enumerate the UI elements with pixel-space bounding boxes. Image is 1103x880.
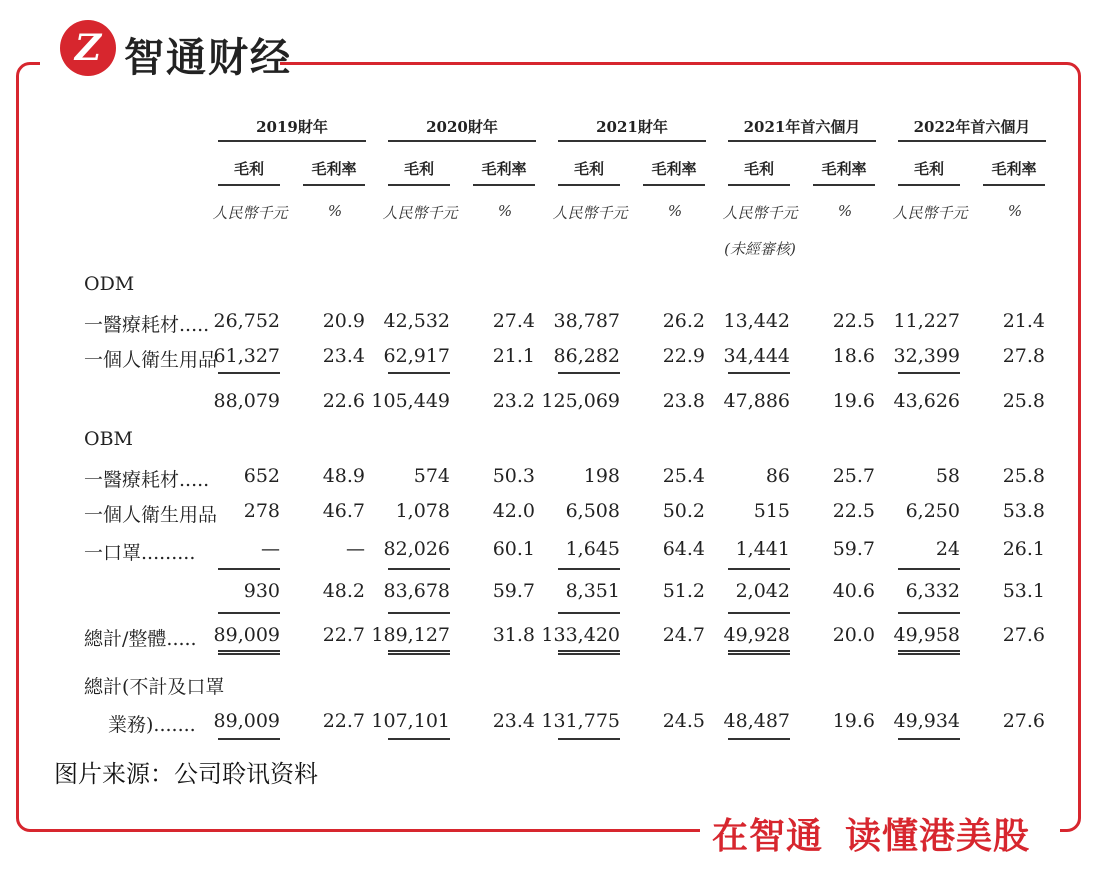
subtotal-rule bbox=[558, 372, 620, 374]
margin-value: 64.4 bbox=[662, 538, 705, 560]
margin-value: 60.1 bbox=[492, 538, 535, 560]
margin-value: 53.1 bbox=[1002, 580, 1045, 602]
subtotal-rule bbox=[728, 568, 790, 570]
gross-profit-value: 83,678 bbox=[383, 580, 450, 602]
gross-profit-value: 6,508 bbox=[565, 500, 620, 522]
gross-profit-value: 515 bbox=[753, 500, 790, 522]
gross-profit-value: 38,787 bbox=[553, 310, 620, 332]
unit-percent: % bbox=[837, 202, 853, 220]
year-header-rule bbox=[898, 140, 1046, 142]
total-double-rule bbox=[728, 650, 790, 658]
margin-value: 53.8 bbox=[1002, 500, 1045, 522]
margin-value: 22.5 bbox=[832, 310, 875, 332]
margin-header-rule bbox=[643, 184, 705, 186]
gross-profit-value: 42,532 bbox=[383, 310, 450, 332]
gross-profit-value: 6,332 bbox=[905, 580, 960, 602]
row-label: 一個人衛生用品 bbox=[84, 349, 218, 371]
image-source-note: 图片来源：公司聆讯资料 bbox=[54, 760, 318, 788]
margin-value: 27.6 bbox=[1002, 624, 1045, 646]
gross-profit-value: 1,078 bbox=[395, 500, 450, 522]
unit-rmb: 人民幣千元 bbox=[892, 204, 968, 222]
year-header: 2019財年 bbox=[256, 118, 328, 136]
margin-value: 22.6 bbox=[322, 390, 365, 412]
subtotal-rule bbox=[898, 372, 960, 374]
margin-value: 25.4 bbox=[662, 465, 705, 487]
row-label: 一口罩......... bbox=[84, 542, 196, 564]
year-header-rule bbox=[558, 140, 706, 142]
gross-profit-header-rule bbox=[388, 184, 450, 186]
margin-value: 48.2 bbox=[322, 580, 365, 602]
margin-value: 22.5 bbox=[832, 500, 875, 522]
row-label: 總計(不計及口罩 bbox=[84, 676, 225, 698]
subtotal-rule bbox=[728, 612, 790, 614]
margin-value: 24.7 bbox=[662, 624, 705, 646]
gross-profit-value: 8,351 bbox=[565, 580, 620, 602]
gross-profit-value: 86 bbox=[765, 465, 790, 487]
gross-profit-value: 24 bbox=[935, 538, 960, 560]
gross-profit-value: 105,449 bbox=[371, 390, 450, 412]
gross-profit-value: 86,282 bbox=[553, 345, 620, 367]
margin-value: 21.4 bbox=[1002, 310, 1045, 332]
total-double-rule bbox=[898, 650, 960, 658]
row-label: 一醫療耗材..... bbox=[84, 469, 210, 491]
brand-name: 智通财经 bbox=[124, 35, 292, 81]
gross-profit-value: 89,009 bbox=[213, 624, 280, 646]
gross-profit-value: 61,327 bbox=[213, 345, 280, 367]
unit-percent: % bbox=[327, 202, 343, 220]
total-double-rule bbox=[218, 650, 280, 658]
total-underline bbox=[728, 738, 790, 740]
total-double-rule bbox=[558, 650, 620, 658]
total-underline bbox=[558, 738, 620, 740]
margin-value: 27.6 bbox=[1002, 710, 1045, 732]
margin-value: 27.8 bbox=[1002, 345, 1045, 367]
gross-profit-value: 62,917 bbox=[383, 345, 450, 367]
margin-value: 18.6 bbox=[832, 345, 875, 367]
margin-value: 25.8 bbox=[1002, 465, 1045, 487]
gross-profit-header-rule bbox=[898, 184, 960, 186]
gross-profit-value: 1,441 bbox=[735, 538, 790, 560]
margin-value: 25.8 bbox=[1002, 390, 1045, 412]
total-underline bbox=[388, 738, 450, 740]
margin-value: 50.2 bbox=[662, 500, 705, 522]
gross-profit-value: 48,487 bbox=[723, 710, 790, 732]
unit-rmb: 人民幣千元 bbox=[382, 204, 458, 222]
gross-profit-value: 89,009 bbox=[213, 710, 280, 732]
subtotal-rule bbox=[218, 612, 280, 614]
margin-value: 51.2 bbox=[662, 580, 705, 602]
margin-value: 27.4 bbox=[492, 310, 535, 332]
margin-value: 19.6 bbox=[832, 390, 875, 412]
margin-value: 19.6 bbox=[832, 710, 875, 732]
gross-profit-header: 毛利 bbox=[233, 160, 264, 178]
gross-profit-header-rule bbox=[218, 184, 280, 186]
total-underline bbox=[898, 738, 960, 740]
gross-profit-value: 930 bbox=[243, 580, 280, 602]
gross-profit-value: 131,775 bbox=[541, 710, 620, 732]
margin-value: 22.9 bbox=[662, 345, 705, 367]
gross-profit-header: 毛利 bbox=[573, 160, 604, 178]
margin-value: 22.7 bbox=[322, 624, 365, 646]
margin-header: 毛利率 bbox=[481, 160, 527, 178]
section-obm: OBM bbox=[84, 428, 133, 450]
gross-profit-header: 毛利 bbox=[913, 160, 944, 178]
margin-header-rule bbox=[813, 184, 875, 186]
margin-value: 20.9 bbox=[322, 310, 365, 332]
margin-value: 31.8 bbox=[492, 624, 535, 646]
unit-rmb: 人民幣千元 bbox=[552, 204, 628, 222]
margin-value: 59.7 bbox=[492, 580, 535, 602]
gross-profit-value: 26,752 bbox=[213, 310, 280, 332]
brand-slogan bbox=[712, 808, 1030, 859]
subtotal-rule bbox=[218, 568, 280, 570]
year-header: 2020財年 bbox=[426, 118, 498, 136]
margin-value: 23.8 bbox=[662, 390, 705, 412]
margin-header: 毛利率 bbox=[311, 160, 357, 178]
margin-value: 25.7 bbox=[832, 465, 875, 487]
gross-profit-value: 47,886 bbox=[723, 390, 790, 412]
gross-profit-value: 1,645 bbox=[565, 538, 620, 560]
margin-header-rule bbox=[983, 184, 1045, 186]
gross-profit-value: 125,069 bbox=[541, 390, 620, 412]
gross-profit-value: 6,250 bbox=[905, 500, 960, 522]
subtotal-rule bbox=[558, 568, 620, 570]
gross-profit-header-rule bbox=[558, 184, 620, 186]
brand-logo-icon: Z bbox=[60, 20, 116, 76]
margin-value: 23.2 bbox=[492, 390, 535, 412]
subtotal-rule bbox=[388, 612, 450, 614]
year-header-rule bbox=[728, 140, 876, 142]
margin-value: 40.6 bbox=[832, 580, 875, 602]
row-label: 總計/整體..... bbox=[84, 628, 197, 650]
gross-profit-header: 毛利 bbox=[743, 160, 774, 178]
subtotal-rule bbox=[898, 612, 960, 614]
gross-profit-value: 2,042 bbox=[735, 580, 790, 602]
gross-profit-value: 652 bbox=[243, 465, 280, 487]
margin-header: 毛利率 bbox=[821, 160, 867, 178]
margin-value: 26.1 bbox=[1002, 538, 1045, 560]
gross-profit-value: — bbox=[261, 538, 280, 560]
unit-percent: % bbox=[497, 202, 513, 220]
gross-profit-value: 49,958 bbox=[893, 624, 960, 646]
gross-profit-value: 574 bbox=[413, 465, 450, 487]
gross-profit-value: 107,101 bbox=[371, 710, 450, 732]
unit-rmb: 人民幣千元 bbox=[722, 204, 798, 222]
margin-value: 23.4 bbox=[492, 710, 535, 732]
margin-value: 50.3 bbox=[492, 465, 535, 487]
row-label-cont: 業務)....... bbox=[108, 714, 196, 736]
unit-rmb: 人民幣千元 bbox=[212, 204, 288, 222]
margin-value: 46.7 bbox=[322, 500, 365, 522]
subtotal-rule bbox=[558, 612, 620, 614]
gross-profit-value: 49,928 bbox=[723, 624, 790, 646]
gross-profit-value: 34,444 bbox=[723, 345, 790, 367]
gross-profit-header: 毛利 bbox=[403, 160, 434, 178]
margin-value: 20.0 bbox=[832, 624, 875, 646]
gross-profit-value: 32,399 bbox=[893, 345, 960, 367]
subtotal-rule bbox=[388, 372, 450, 374]
gross-profit-value: 82,026 bbox=[383, 538, 450, 560]
margin-value: 23.4 bbox=[322, 345, 365, 367]
year-header: 2021年首六個月 bbox=[743, 118, 861, 136]
margin-value: — bbox=[346, 538, 365, 560]
unit-percent: % bbox=[1007, 202, 1023, 220]
unit-percent: % bbox=[667, 202, 683, 220]
margin-header-rule bbox=[303, 184, 365, 186]
row-label: 一個人衛生用品 bbox=[84, 504, 218, 526]
year-header-rule bbox=[218, 140, 366, 142]
gross-profit-value: 88,079 bbox=[213, 390, 280, 412]
total-underline bbox=[218, 738, 280, 740]
gross-profit-value: 133,420 bbox=[541, 624, 620, 646]
gross-profit-value: 189,127 bbox=[371, 624, 450, 646]
margin-header: 毛利率 bbox=[651, 160, 697, 178]
margin-value: 48.9 bbox=[322, 465, 365, 487]
gross-profit-value: 49,934 bbox=[893, 710, 960, 732]
gross-profit-value: 43,626 bbox=[893, 390, 960, 412]
year-header: 2022年首六個月 bbox=[913, 118, 1031, 136]
margin-value: 42.0 bbox=[492, 500, 535, 522]
margin-header-rule bbox=[473, 184, 535, 186]
subtotal-rule bbox=[728, 372, 790, 374]
slogan-part-2: 读懂港美股 bbox=[845, 816, 1031, 857]
total-double-rule bbox=[388, 650, 450, 658]
year-header-rule bbox=[388, 140, 536, 142]
subtotal-rule bbox=[218, 372, 280, 374]
subtotal-rule bbox=[898, 568, 960, 570]
margin-header: 毛利率 bbox=[991, 160, 1037, 178]
margin-value: 59.7 bbox=[832, 538, 875, 560]
margin-value: 24.5 bbox=[662, 710, 705, 732]
gross-profit-value: 11,227 bbox=[893, 310, 960, 332]
year-header: 2021財年 bbox=[596, 118, 668, 136]
slogan-part-1: 在智通 bbox=[712, 816, 824, 857]
subtotal-rule bbox=[388, 568, 450, 570]
gross-profit-value: 198 bbox=[583, 465, 620, 487]
margin-value: 21.1 bbox=[492, 345, 535, 367]
row-label: 一醫療耗材..... bbox=[84, 314, 210, 336]
section-odm: ODM bbox=[84, 273, 135, 295]
margin-value: 22.7 bbox=[322, 710, 365, 732]
gross-profit-value: 278 bbox=[243, 500, 280, 522]
gross-profit-value: 58 bbox=[935, 465, 960, 487]
margin-value: 26.2 bbox=[662, 310, 705, 332]
unaudited-note: (未經審核) bbox=[724, 240, 796, 258]
gross-profit-header-rule bbox=[728, 184, 790, 186]
gross-profit-value: 13,442 bbox=[723, 310, 790, 332]
